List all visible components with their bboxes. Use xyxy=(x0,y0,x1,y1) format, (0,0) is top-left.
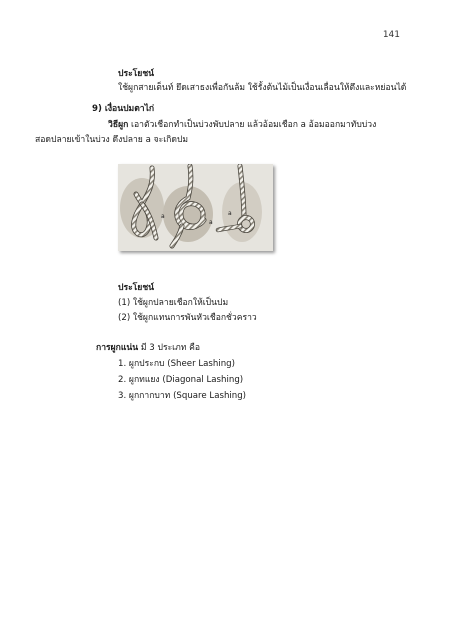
lashing-item-3: 3. ผูกกากบาท (Square Lashing) xyxy=(118,391,247,401)
figure-label-a-2: a xyxy=(209,219,213,226)
page-number: 141 xyxy=(382,30,400,40)
lashing-item-1: 1. ผูกประกบ (Sheer Lashing) xyxy=(118,359,235,369)
benefit-heading-2: ประโยชน์ xyxy=(118,283,155,293)
lashing-heading xyxy=(96,342,200,354)
method-label: วิธีผูก xyxy=(108,120,129,130)
knot-title: 9) เงื่อนปมตาไก่ xyxy=(92,104,155,114)
figure-label-a-3: a xyxy=(228,210,232,217)
knot-figure xyxy=(118,164,273,251)
benefit-item-2: (2) ใช้ผูกแทนการพันหัวเชือกชั่วคราว xyxy=(118,313,257,323)
benefit-item-1: (1) ใช้ผูกปลายเชือกให้เป็นปม xyxy=(118,298,229,308)
benefit-heading: ประโยชน์ xyxy=(118,69,155,79)
lashing-item-2: 2. ผูกทแยง (Diagonal Lashing) xyxy=(118,375,244,385)
method-line-2: สอดปลายเข้าในบ่วง ดึงปลาย a จะเกิดปม xyxy=(35,135,189,145)
method-line-1 xyxy=(108,119,376,131)
lashing-heading-rest: มี 3 ประเภท คือ xyxy=(138,343,201,353)
figure-label-a-1: a xyxy=(161,213,165,220)
lashing-heading-bold: การผูกแน่น xyxy=(96,343,139,353)
knot-illustration xyxy=(118,164,273,251)
method-text: เอาตัวเชือกทำเป็นบ่วงพับปลาย แล้วอ้อมเชือก a อ้อมออกมาทับบ่วง xyxy=(128,120,377,130)
benefit-text: ใช้ผูกสายเต็นท์ ยึดเสาธงเพื่อกันล้ม ใช้รั้งต้นไม้เป็นเงื่อนเลื่อนให้ตึงและหย่อนได้ xyxy=(118,83,407,93)
